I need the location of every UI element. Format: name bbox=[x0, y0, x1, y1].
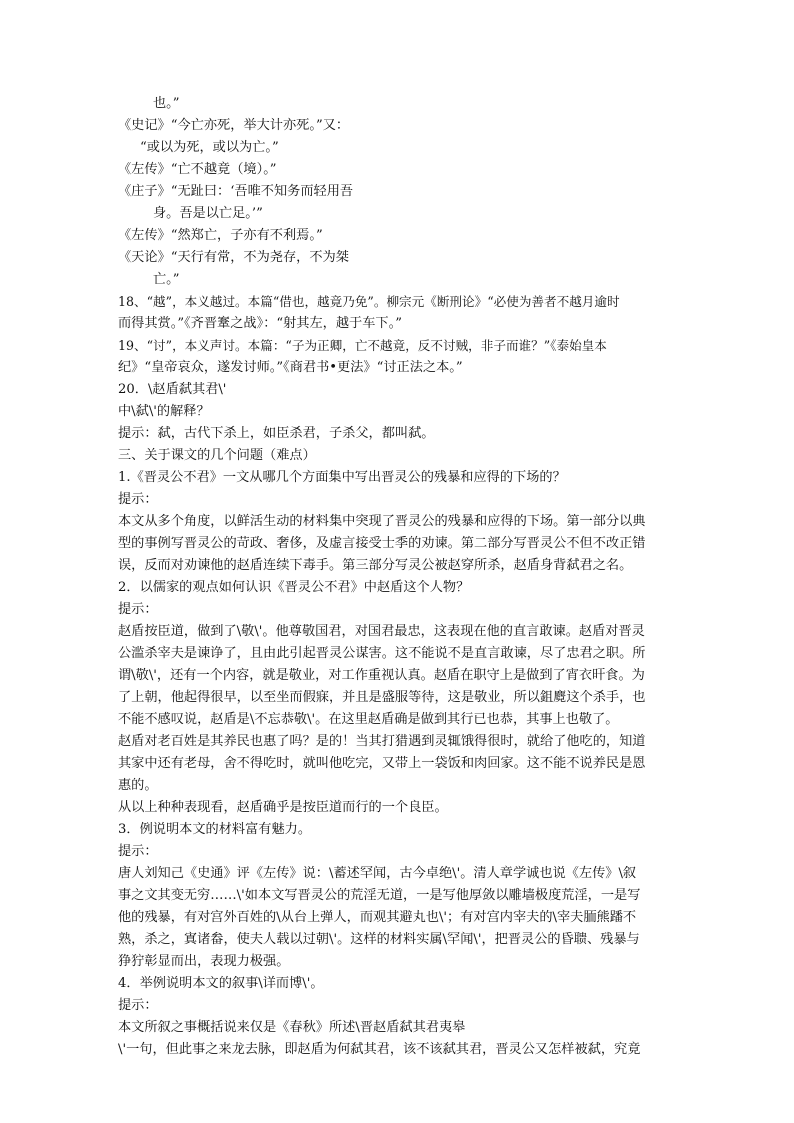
text-line: 而得其赏。”《齐晋鞌之战》：“射其左，越于车下。” bbox=[118, 316, 402, 331]
text-line: 身。吾是以亡足。’” bbox=[153, 206, 263, 221]
text-line: 《天论》“天行有常，不为尧存，不为桀 bbox=[118, 250, 349, 265]
text-line: 谓\敬\'，还有一个内容，就是敬业，对工作重视认真。赵盾在职守上是做到了宵衣旰食。为 bbox=[118, 668, 645, 683]
text-line: 纪》“皇帝哀众，遂发讨师。”《商君书•更法》“讨正法之本。” bbox=[118, 360, 463, 375]
text-line: 狰狞彰显而出，表现力极强。 bbox=[118, 954, 290, 969]
text-line: 唐人刘知己《史通》评《左传》说：\蓄述罕闻，古今卓绝\'。清人章学诚也说《左传》\叙 bbox=[118, 866, 637, 881]
section-heading: 三、关于课文的几个问题（难点） bbox=[118, 448, 316, 463]
text-line: 提示： bbox=[118, 492, 158, 507]
text-line: 中\弑\'的解释？ bbox=[118, 404, 210, 419]
text-line: 其家中还有老母，舍不得吃时，就叫他吃完，又带上一袋饭和肉回家。这不能不说养民是恩 bbox=[118, 756, 646, 771]
text-line: 从以上种种表现看，赵盾确乎是按臣道而行的一个良臣。 bbox=[118, 800, 448, 815]
text-line: 提示： bbox=[118, 602, 158, 617]
text-line: 提示：弑，古代下杀上，如臣杀君，子杀父，都叫弑。 bbox=[118, 426, 435, 441]
text-line: 也。” bbox=[153, 96, 180, 111]
text-line: 赵盾按臣道，做到了\敬\'。他尊敬国君，对国君最忠，这表现在他的直言敢谏。赵盾对晋灵 bbox=[118, 624, 645, 639]
text-line: 型的事例写晋灵公的苛政、奢侈，及虚言接受士季的劝谏。第二部分写晋灵公不但不改正错 bbox=[118, 536, 646, 551]
text-line: 公滥杀宰夫是谏诤了，且由此引起晋灵公谋害。这不能说不是直言敢谏，尽了忠君之职。所 bbox=[118, 646, 646, 661]
question-heading: 3．例说明本文的材料富有魅力。 bbox=[118, 822, 312, 837]
question-heading: 1.《晋灵公不君》一文从哪几个方面集中写出晋灵公的残暴和应得的下场的？ bbox=[118, 470, 566, 485]
text-line: 熟，杀之，寘诸畚，使夫人载以过朝\'。这样的材料实属\罕闻\'，把晋灵公的昏聩、残暴与 bbox=[118, 932, 640, 947]
text-line: 《左传》“然郑亡，子亦有不利焉。” bbox=[118, 228, 323, 243]
text-line: 赵盾对老百姓是其养民也惠了吗？是的！当其打猎遇到灵辄饿得很时，就给了他吃的，知道 bbox=[118, 734, 646, 749]
text-line: 提示： bbox=[118, 998, 158, 1013]
text-line: 他的残暴，有对宫外百姓的\从台上弹人，而观其避丸也\'；有对宫内宰夫的\宰夫胹熊蹯不 bbox=[118, 910, 637, 925]
text-line: 本文从多个角度，以鲜活生动的材料集中突现了晋灵公的残暴和应得的下场。第一部分以典 bbox=[118, 514, 646, 529]
text-line: 亡。” bbox=[153, 272, 180, 287]
text-line: 18、“越”，本义越过。本篇“借也，越竟乃免”。柳宗元《断刑论》“必使为善者不越月逾时 bbox=[118, 294, 620, 309]
text-line: 《史记》“今亡亦死，举大计亦死。”又： bbox=[118, 118, 350, 133]
question-heading: 2．以儒家的观点如何认识《晋灵公不君》中赵盾这个人物？ bbox=[118, 580, 470, 595]
text-line: “或以为死，或以为亡。” bbox=[140, 140, 279, 155]
text-line: 事之文其变无穷……\'如本文写晋灵公的荒淫无道，一是写他厚敛以雕墙极度荒淫，一是写 bbox=[118, 888, 641, 903]
text-line: 误，反而对劝谏他的赵盾连续下毒手。第三部分写灵公被赵穿所杀，赵盾身背弑君之名。 bbox=[118, 558, 633, 573]
question-heading: 4．举例说明本文的叙事\详而博\'。 bbox=[118, 976, 324, 991]
text-line: 不能不感叹说，赵盾是\不忘恭敬\'。在这里赵盾确是做到其行已也恭，其事上也敬了。 bbox=[118, 712, 619, 727]
text-line: 19、“讨”，本义声讨。本篇：“子为正卿，亡不越竟，反不讨贼，非子而谁？”《泰始皇本 bbox=[118, 338, 607, 353]
text-line: 《庄子》“无趾曰：‘吾唯不知务而轻用吾 bbox=[118, 184, 354, 199]
text-line: 《左传》“亡不越竟（境）。” bbox=[118, 162, 277, 177]
text-line: 了上朝，他起得很早，以至坐而假寐，并且是盛服等待，这是敬业，所以鉏麑这个杀手，也 bbox=[118, 690, 646, 705]
text-line: 本文所叙之事概括说来仅是《春秋》所述\晋赵盾弑其君夷皋 bbox=[118, 1020, 466, 1035]
text-line: 惠的。 bbox=[118, 778, 158, 793]
text-line: 20．\赵盾弑其君\' bbox=[118, 382, 227, 397]
text-line: \'一句，但此事之来龙去脉，即赵盾为何弑其君，该不该弑其君，晋灵公又怎样被弑，究竟 bbox=[118, 1042, 641, 1057]
text-line: 提示： bbox=[118, 844, 158, 859]
